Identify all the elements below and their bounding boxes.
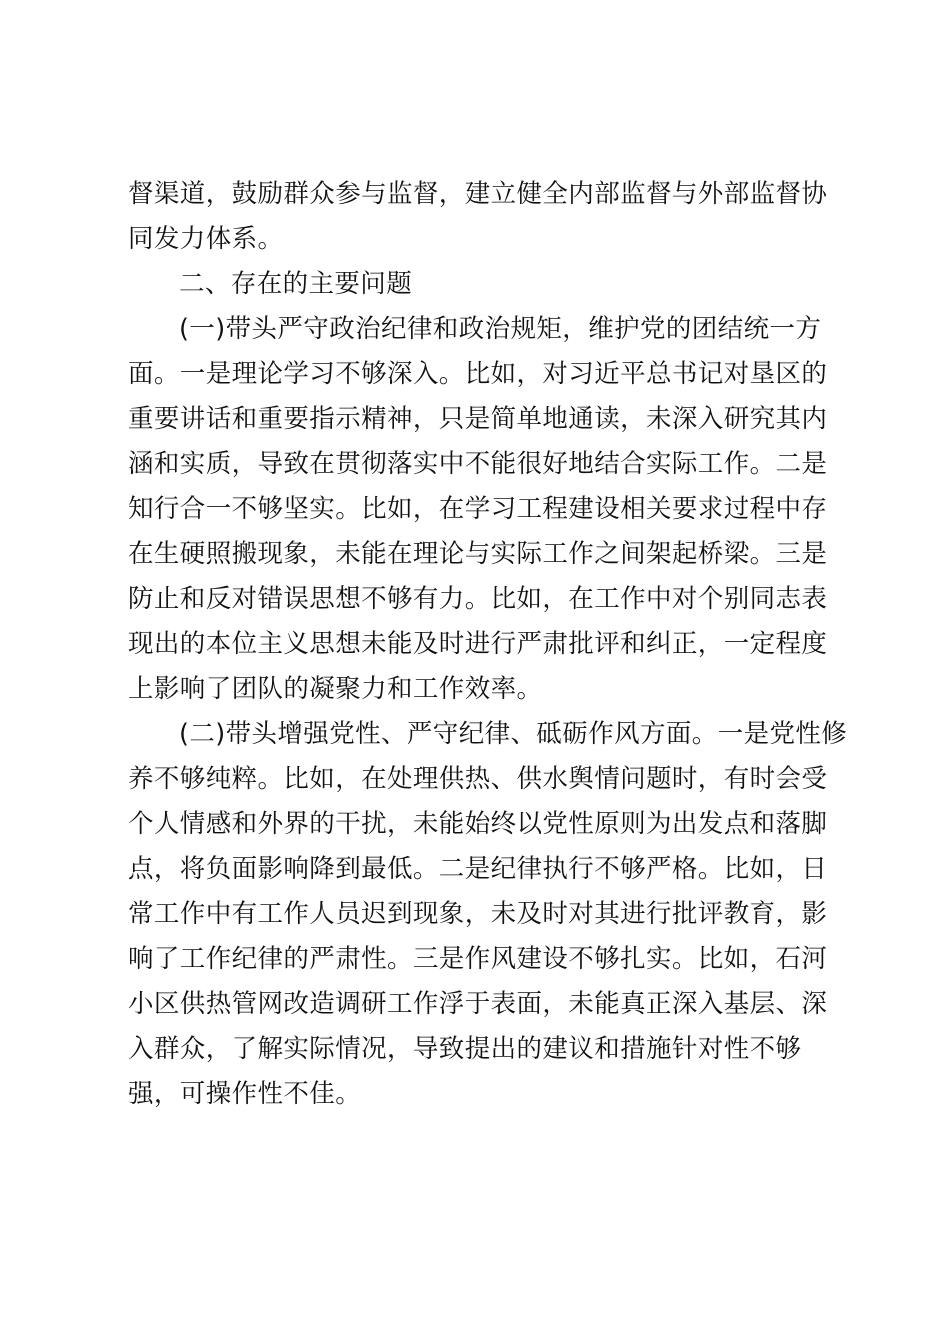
- text-line: 小区供热管网改造调研工作浮于表面，未能真正深入基层、深: [128, 989, 828, 1019]
- text-line: 常工作中有工作人员迟到现象，未及时对其进行批评教育，影: [128, 899, 828, 929]
- text-line: 响了工作纪律的严肃性。三是作风建设不够扎实。比如，石河: [128, 944, 828, 974]
- text-line: 知行合一不够坚实。比如，在学习工程建设相关要求过程中存: [128, 494, 828, 524]
- text-line: 现出的本位主义思想未能及时进行严肃批评和纠正，一定程度: [128, 629, 828, 659]
- paragraph-first-line: (一)带头严守政治纪律和政治规矩，维护党的团结统一方: [179, 314, 822, 344]
- document-body: [128, 172, 848, 1117]
- text-line: 涵和实质，导致在贯彻落实中不能很好地结合实际工作。二是: [128, 449, 828, 479]
- text-line: 督渠道，鼓励群众参与监督，建立健全内部监督与外部监督协: [128, 179, 828, 209]
- text-line: 强，可操作性不佳。: [128, 1079, 362, 1109]
- text-line: 重要讲话和重要指示精神，只是简单地通读，未深入研究其内: [128, 404, 828, 434]
- text-line: 点，将负面影响降到最低。二是纪律执行不够严格。比如，日: [128, 854, 828, 884]
- text-line: 同发力体系。: [128, 224, 284, 254]
- text-line: 面。一是理论学习不够深入。比如，对习近平总书记对垦区的: [128, 359, 828, 389]
- section-heading: 二、存在的主要问题: [179, 269, 413, 299]
- text-line: 防止和反对错误思想不够有力。比如，在工作中对个别同志表: [128, 584, 828, 614]
- text-line: 在生硬照搬现象，未能在理论与实际工作之间架起桥梁。三是: [128, 539, 828, 569]
- paragraph-first-line: (二)带头增强党性、严守纪律、砥砺作风方面。一是党性修: [179, 719, 848, 749]
- text-line: 入群众，了解实际情况，导致提出的建议和措施针对性不够: [128, 1034, 802, 1064]
- text-line: 个人情感和外界的干扰，未能始终以党性原则为出发点和落脚: [128, 809, 828, 839]
- text-line: 养不够纯粹。比如，在处理供热、供水舆情问题时，有时会受: [128, 764, 828, 794]
- text-line: 上影响了团队的凝聚力和工作效率。: [128, 674, 543, 704]
